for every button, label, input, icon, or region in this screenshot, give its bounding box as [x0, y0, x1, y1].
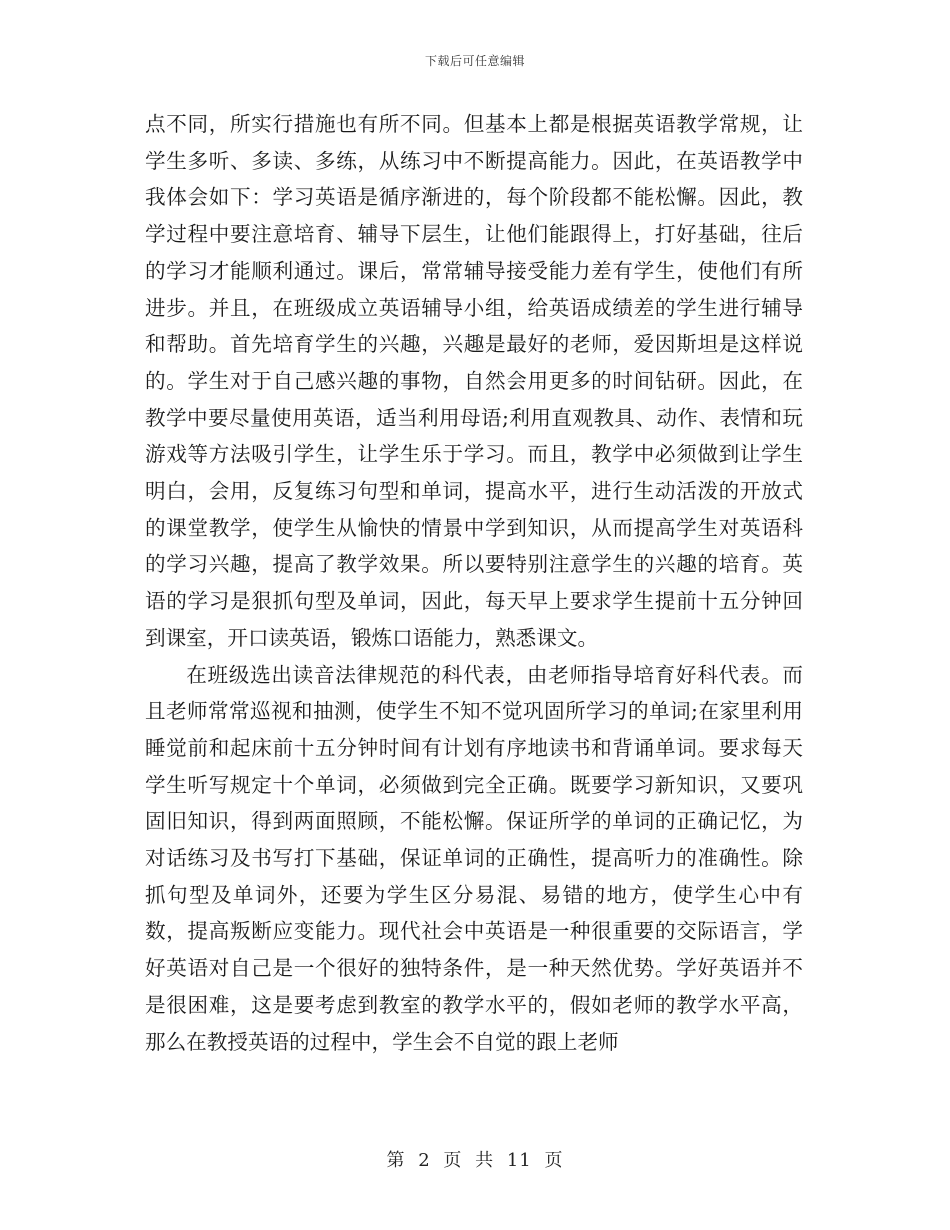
page-number-footer: 第 2 页 共 11 页	[386, 1150, 564, 1171]
document-body	[145, 106, 803, 1060]
paragraph-2: 在班级选出读音法律规范的科代表，由老师指导培育好科代表。而且老师常常巡视和抽测，使学生不知不觉巩固所学习的单词;在家里利用睡觉前和起床前十五分钟时间有计划有序地读书和背诵单词。要求每天学生听写规定十个单词，必须做到完全正确。既要学习新知识，又要巩固旧知识，得到两面照顾，不能松懈。保证所学的单词的正确记忆，为对话练习及书写打下基础，保证单词的正确性，提高听力的准确性。除抓句型及单词外，还要为学生区分易混、易错的地方，使学生心中有数，提高叛断应变能力。现代社会中英语是一种很重要的交际语言，学好英语对自己是一个很好的独特条件，是一种天然优势。学好英语并不是很困难，这是要考虑到教室的教学水平的，假如老师的教学水平高，那么在教授英语的过程中，学生会不自觉的跟上老师	[145, 662, 803, 1054]
paragraph-1: 点不同，所实行措施也有所不同。但基本上都是根据英语教学常规，让学生多听、多读、多练，从练习中不断提高能力。因此，在英语教学中我体会如下：学习英语是循序渐进的，每个阶段都不能松懈。因此，教学过程中要注意培育、辅导下层生，让他们能跟得上，打好基础，往后的学习才能顺利通过。课后，常常辅导接受能力差有学生，使他们有所进步。并且，在班级成立英语辅导小组，给英语成绩差的学生进行辅导和帮助。首先培育学生的兴趣，兴趣是最好的老师，爱因斯坦是这样说的。学生对于自己感兴趣的事物，自然会用更多的时间钻研。因此，在教学中要尽量使用英语，适当利用母语;利用直观教具、动作、表情和玩游戏等方法吸引学生，让学生乐于学习。而且，教学中必须做到让学生明白，会用，反复练习句型和单词，提高水平，进行生动活泼的开放式的课堂教学，使学生从愉快的情景中学到知识，从而提高学生对英语科的学习兴趣，提高了教学效果。所以要特别注意学生的兴趣的培育。英语的学习是狠抓句型及单词，因此，每天早上要求学生提前十五分钟回到课室，开口读英语，锻炼口语能力，熟悉课文。	[145, 112, 803, 650]
page-header: 下载后可任意编辑	[424, 54, 525, 68]
